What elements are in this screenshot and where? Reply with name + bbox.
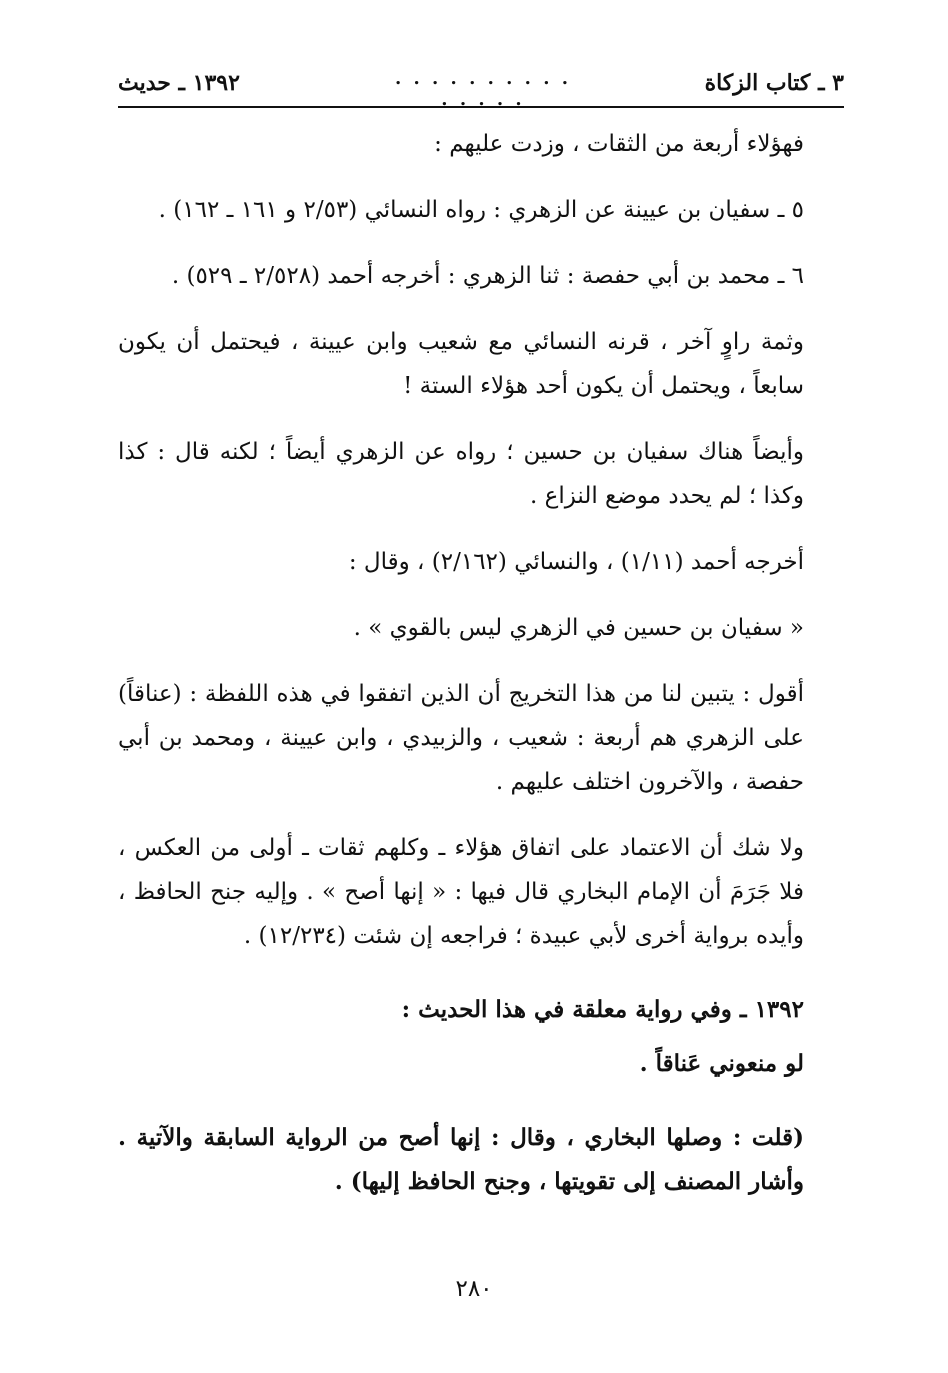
paragraph: فهؤلاء أربعة من الثقات ، وزدت عليهم : bbox=[434, 131, 804, 157]
page-body bbox=[118, 122, 844, 1204]
hadith-range: ١٣٩٢ ـ حديث bbox=[118, 70, 240, 96]
paragraph: أخرجه أحمد (١/١١) ، والنسائي (٢/١٦٢) ، وقال : bbox=[348, 549, 804, 575]
author-note: (قلت : وصلها البخاري ، وقال : إنها أصح من الرواية السابقة والآتية . وأشار المصنف إلى تقويتها ، وجنح الحافظ إليها) . bbox=[118, 1124, 804, 1195]
page-number: ٢٨٠ bbox=[455, 1276, 493, 1302]
paragraph: ٦ ـ محمد بن أبي حفصة : ثنا الزهري : أخرجه أحمد (٢/٥٢٨ ـ ٥٢٩) . bbox=[171, 263, 804, 289]
hadith-text: لو منعوني عَناقاً . bbox=[639, 1050, 804, 1077]
chapter-title: ٣ ـ كتاب الزكاة bbox=[704, 70, 844, 96]
paragraph: ولا شك أن الاعتماد على اتفاق هؤلاء ـ وكلهم ثقات ـ أولى من العكس ، فلا جَرَمَ أن الإمام البخاري قال فيها : « إنها أصح » . وإليه جنح الحافظ ، وأيده برواية أخرى لأبي عبيدة ؛ فراجعه إن شئت (١٢/٢٣٤) . bbox=[118, 835, 804, 949]
running-header bbox=[118, 66, 844, 108]
hadith-heading: ١٣٩٢ ـ وفي رواية معلقة في هذا الحديث : bbox=[401, 996, 804, 1023]
paragraph: ٥ ـ سفيان بن عيينة عن الزهري : رواه النسائي (٢/٥٣ و ١٦١ ـ ١٦٢) . bbox=[158, 197, 804, 223]
header-dots: . . . . . . . . . . . . . . . bbox=[394, 68, 572, 110]
paragraph: أقول : يتبين لنا من هذا التخريج أن الذين اتفقوا في هذه اللفظة : (عناقاً) على الزهري هم أربعة : شعيب ، والزبيدي ، وابن عيينة ، ومحمد بن أبي حفصة ، والآخرون اختلف عليهم . bbox=[118, 681, 805, 795]
paragraph: وأيضاً هناك سفيان بن حسين ؛ رواه عن الزهري أيضاً ؛ لكنه قال : كذا وكذا ؛ لم يحدد موضع النزاع . bbox=[118, 439, 804, 509]
quote: « سفيان بن حسين في الزهري ليس بالقوي » . bbox=[353, 615, 804, 641]
paragraph: وثمة راوٍ آخر ، قرنه النسائي مع شعيب وابن عيينة ، فيحتمل أن يكون سابعاً ، ويحتمل أن يكون أحد هؤلاء الستة ! bbox=[118, 329, 804, 399]
